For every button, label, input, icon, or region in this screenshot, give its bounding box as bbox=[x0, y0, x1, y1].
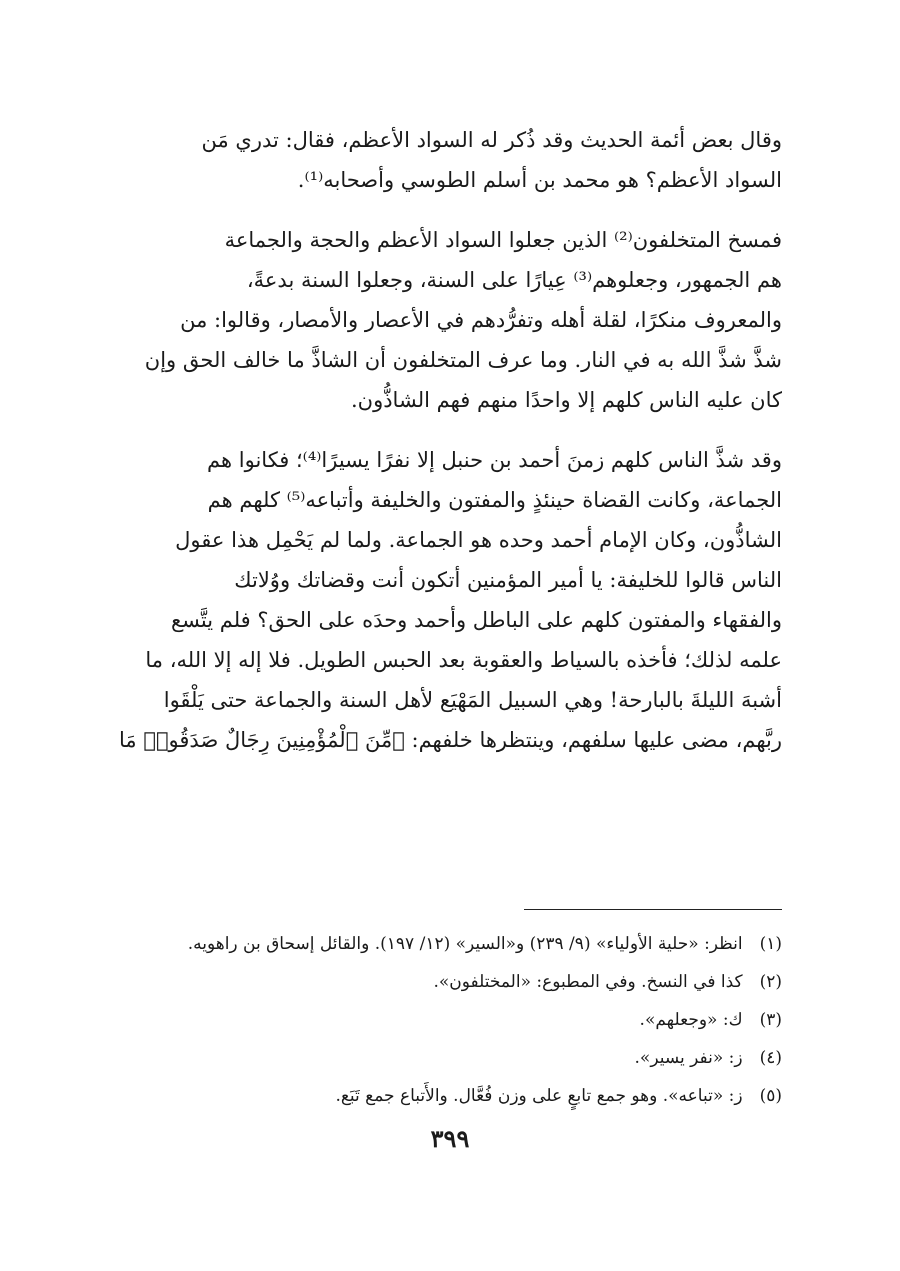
footnote-number: (٣) bbox=[759, 1010, 782, 1030]
footnote-number: (٢) bbox=[759, 972, 782, 992]
text-line: وقال بعض أئمة الحديث وقد ذُكر له السواد الأعظم، فقال: تدري مَن bbox=[201, 128, 782, 152]
footnote-4 bbox=[118, 1039, 782, 1077]
text-line: والفقهاء والمفتون كلهم على الباطل وأحمد وحدَه على الحق؟ فلم يتَّسع bbox=[170, 608, 782, 632]
footnote-number: (١) bbox=[759, 934, 782, 954]
text-line: الجماعة، وكانت القضاة حينئذٍ والمفتون والخليفة وأتباعه⁽⁵⁾ كلهم هم bbox=[207, 488, 782, 512]
text-line: ربَّهم، مضى عليها سلفهم، وينتظرها خلفهم: ﴿مِّنَ ٱلْمُؤْمِنِينَ رِجَالٌ صَدَقُوا۟ مَا bbox=[119, 728, 782, 752]
footnote-number: (٤) bbox=[759, 1048, 782, 1068]
text-line: والمعروف منكرًا، لقلة أهله وتفرُّدهم في الأعصار والأمصار، وقالوا: من bbox=[180, 308, 782, 332]
text-line: فمسخ المتخلفون⁽²⁾ الذين جعلوا السواد الأعظم والحجة والجماعة bbox=[224, 228, 782, 252]
footnote-text: انظر: «حلية الأولياء» (٩/ ٢٣٩) و«السير» (١٢/ ١٩٧). والقائل إسحاق بن راهويه. bbox=[187, 934, 743, 954]
footnote-number: (٥) bbox=[759, 1086, 782, 1106]
footnote-2 bbox=[118, 963, 782, 1001]
footnote-3 bbox=[118, 1001, 782, 1039]
text-line: أشبهَ الليلةَ بالبارحة! وهي السبيل المَهْيَع لأهل السنة والجماعة حتى يَلْقَوا bbox=[163, 688, 782, 712]
paragraph-1 bbox=[118, 120, 782, 200]
text-line: هم الجمهور، وجعلوهم⁽³⁾ عِيارًا على السنة، وجعلوا السنة بدعةً، bbox=[246, 268, 782, 292]
page-number: ٣٩٩ bbox=[430, 1124, 470, 1153]
text-line: وقد شذَّ الناس كلهم زمنَ أحمد بن حنبل إلا نفرًا يسيرًا⁽⁴⁾؛ فكانوا هم bbox=[207, 448, 782, 472]
footnote-1 bbox=[118, 925, 782, 963]
text-line: السواد الأعظم؟ هو محمد بن أسلم الطوسي وأصحابه⁽¹⁾. bbox=[297, 168, 782, 192]
text-line: شذَّ شذَّ الله به في النار. وما عرف المتخلفون أن الشاذَّ ما خالف الحق وإن bbox=[144, 348, 782, 372]
text-line: علمه لذلك؛ فأخذه بالسياط والعقوبة بعد الحبس الطويل. فلا إله إلا الله، ما bbox=[145, 648, 782, 672]
footnote-5 bbox=[118, 1077, 782, 1115]
footnotes bbox=[118, 925, 782, 1115]
footnote-text: كذا في النسخ. وفي المطبوع: «المختلفون». bbox=[433, 972, 743, 992]
main-text bbox=[118, 120, 782, 780]
footnote-separator bbox=[524, 909, 782, 910]
text-line: الناس قالوا للخليفة: يا أمير المؤمنين أتكون أنت وقضاتك ووُلاتك bbox=[234, 568, 782, 592]
footnote-text: ز: «تباعه». وهو جمع تابعٍ على وزن فُعَّال. والأَتباع جمع تَبَع. bbox=[335, 1086, 743, 1106]
paragraph-2 bbox=[118, 220, 782, 420]
footnote-text: ز: «نفر يسير». bbox=[634, 1048, 743, 1068]
text-line: كان عليه الناس كلهم إلا واحدًا منهم فهم الشاذُّون. bbox=[350, 388, 782, 412]
paragraph-3 bbox=[118, 440, 782, 760]
text-line: الشاذُّون، وكان الإمام أحمد وحده هو الجماعة. ولما لم يَحْمِل هذا عقول bbox=[175, 528, 782, 552]
footnote-text: ك: «وجعلهم». bbox=[639, 1010, 743, 1030]
